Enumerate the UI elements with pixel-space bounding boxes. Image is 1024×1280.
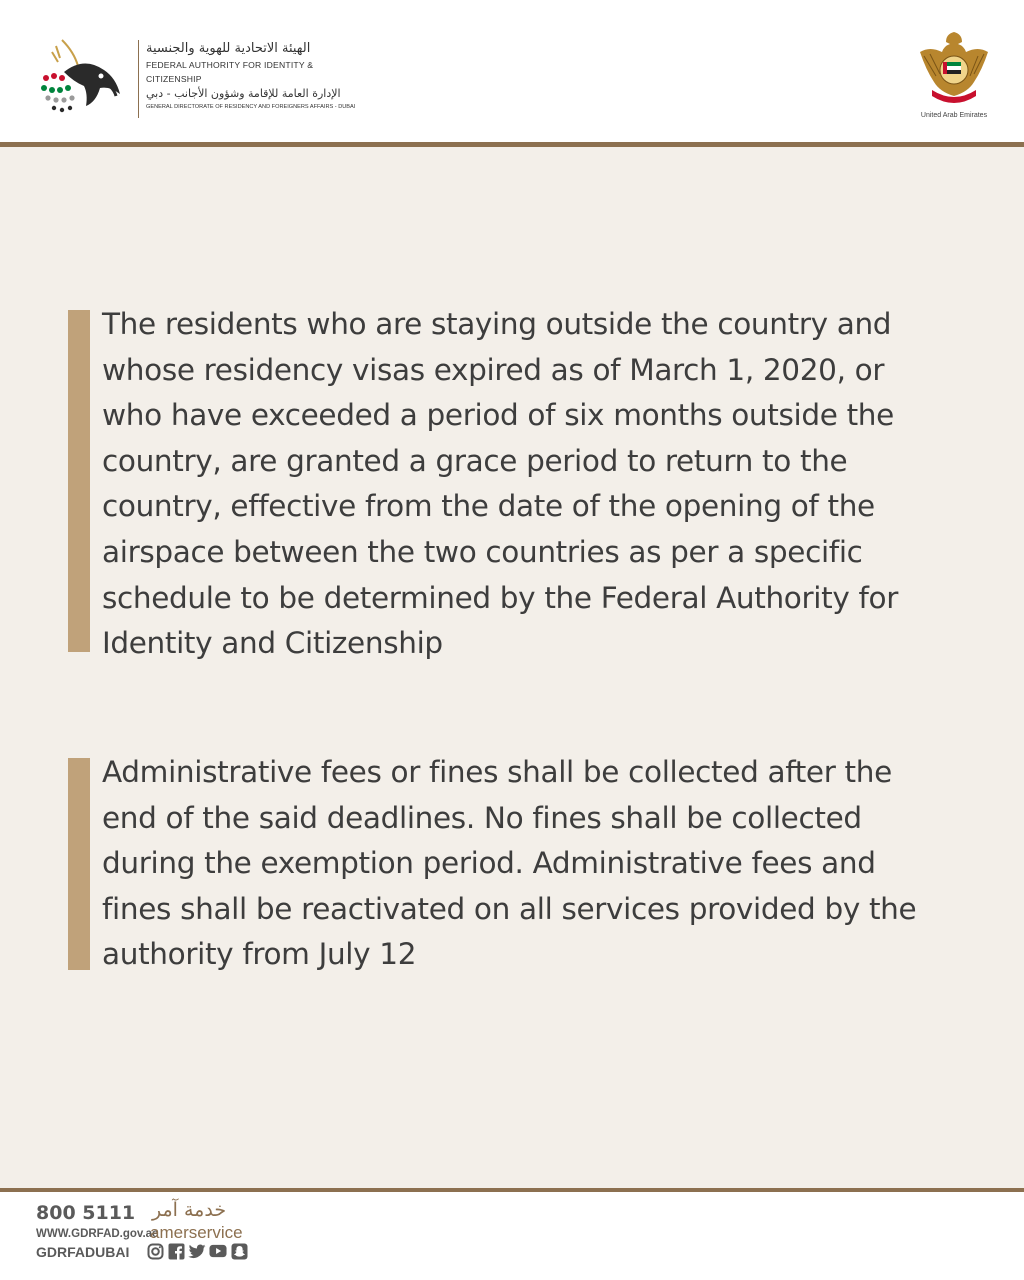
emblem-caption: United Arab Emirates: [920, 112, 988, 119]
directorate-name-arabic: الإدارة العامة للإقامة وشؤون الأجانب - دبي: [146, 87, 341, 100]
snapchat-icon[interactable]: [230, 1242, 248, 1260]
amer-service-english: amerservice: [150, 1223, 243, 1242]
logo-divider: [138, 40, 139, 118]
paragraph-2-text: Administrative fees or fines shall be collected after the end of the said deadlines. No fines shall be collected during the exemption period. Administrative fees and fines shall be reactivated on all services provided by the authority from July 12: [102, 755, 917, 972]
website-link[interactable]: WWW.GDRFAD.gov.ae: [36, 1228, 159, 1240]
paragraph-1-text: The residents who are staying outside the country and whose residency visas expired as of March 1, 2020, or who have exceeded a period of six months outside the country, are granted a grace period to return to the country, effective from the date of the opening of the airspace between the two countries as per a specific schedule to be determined by the Federal Authority for Identity and Citizenship: [102, 307, 898, 661]
org-name-arabic: الهيئة الاتحادية للهوية والجنسية: [146, 41, 311, 56]
instagram-icon[interactable]: [146, 1242, 164, 1260]
social-icons: [146, 1242, 248, 1260]
social-handle: GDRFADUBAI: [36, 1244, 130, 1260]
amer-service-arabic: خدمة آمر: [152, 1199, 227, 1221]
accent-bar: [68, 310, 90, 652]
directorate-name-english: GENERAL DIRECTORATE OF RESIDENCY AND FOREIGNERS AFFAIRS - DUBAI: [146, 104, 356, 110]
youtube-icon[interactable]: [209, 1242, 227, 1260]
org-name-english: FEDERAL AUTHORITY FOR IDENTITY & CITIZENSHIP: [146, 60, 314, 84]
announcement-paragraph-2: [68, 750, 968, 980]
toll-free-number: 800 5111: [36, 1202, 136, 1224]
announcement-paragraph-1: [68, 302, 968, 672]
twitter-icon[interactable]: [188, 1242, 206, 1260]
uae-falcon-emblem-icon: [918, 30, 990, 110]
footer: [0, 1192, 1024, 1280]
gdrfa-falcon-logo-icon: [34, 32, 134, 122]
header: [0, 0, 1024, 142]
accent-bar: [68, 758, 90, 970]
facebook-icon[interactable]: [167, 1242, 185, 1260]
header-divider: [0, 142, 1024, 147]
organization-name-block: [146, 40, 366, 112]
